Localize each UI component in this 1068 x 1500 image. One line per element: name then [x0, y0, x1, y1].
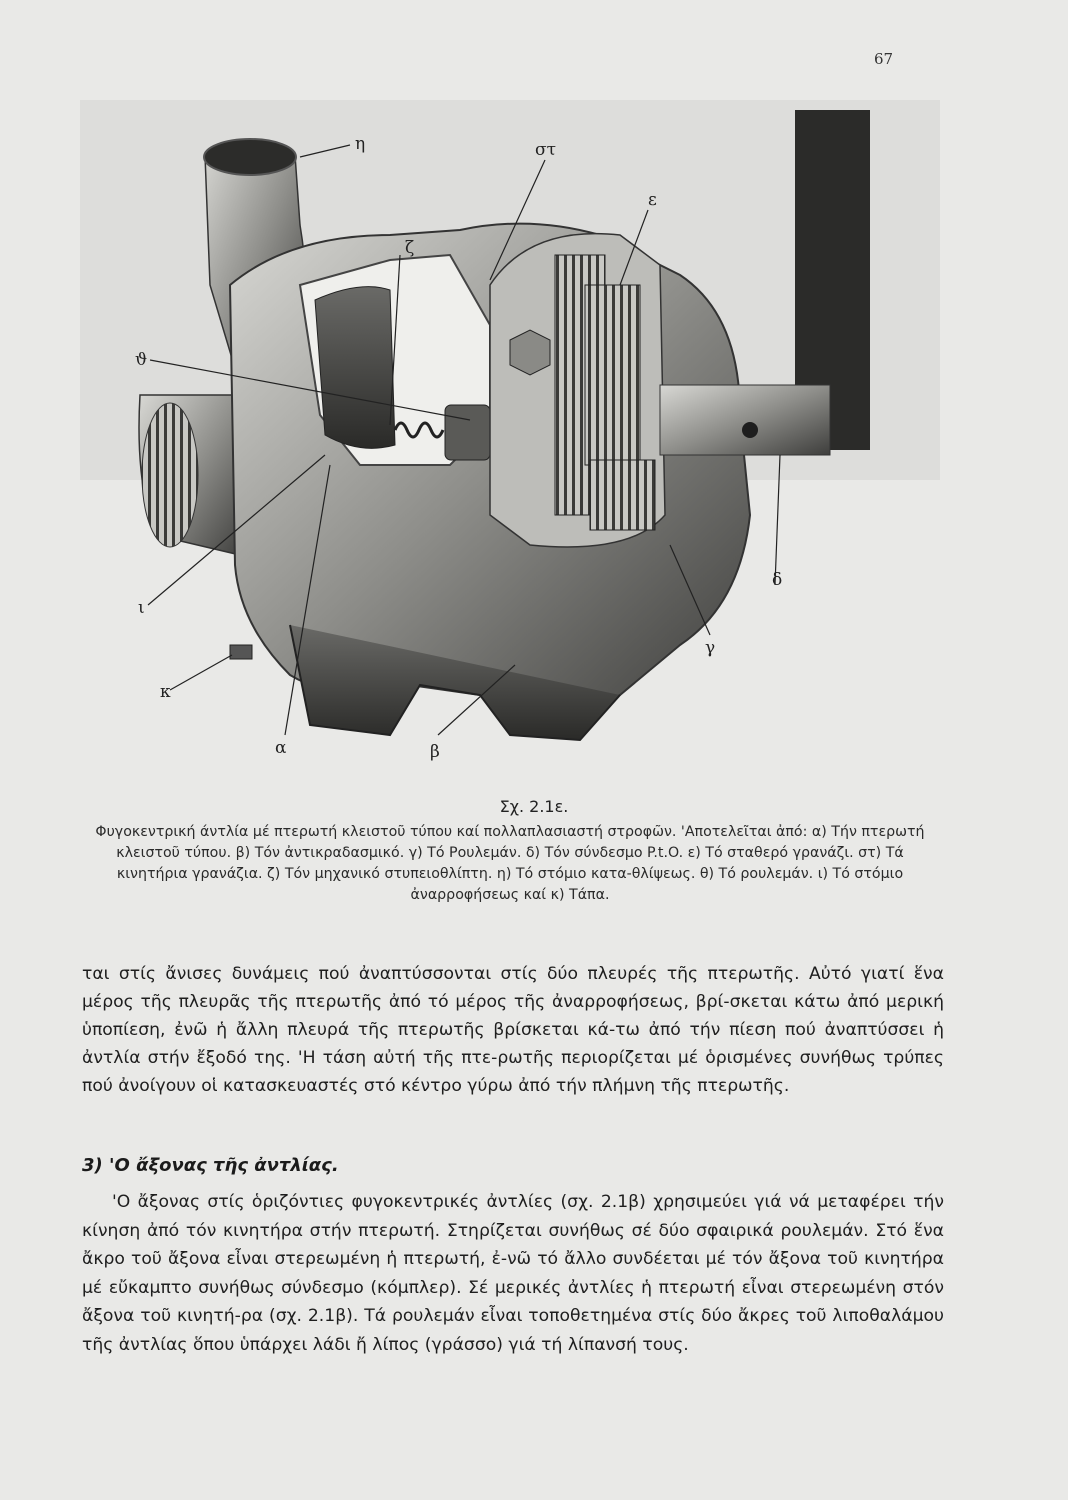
label-gamma: γ — [705, 638, 716, 658]
planet-gear — [590, 460, 655, 530]
discharge-opening — [204, 139, 296, 175]
label-alpha: α — [275, 738, 287, 758]
drain-plug — [230, 645, 252, 659]
label-iota: ι — [138, 598, 145, 618]
label-epsilon: ε — [648, 190, 657, 210]
figure-caption: Φυγοκεντρική άντλία μέ πτερωτή κλειστοῦ τύπου καί πολλαπλασιαστή στροφῶν. 'Αποτελεῖται ἀπό: α) Τήν πτερωτή κλειστοῦ τύπου. β) Τόν ἀντικραδασμικό. γ) Τό Ρουλεμάν. δ) Τόν σύνδεσμο P.t.O. ε) Τό σταθερό γρανάζι. στ) Τά κινητήρια γρανάζια. ζ) Τόν μηχανικό στυπειοθλίπτη. η) Τό στόμιο κατα-θλίψεως. θ) Τό ρουλεμάν. ι) Τό στόμιο ἀναρροφήσεως καί κ) Τάπα. — [95, 824, 925, 903]
suction-opening — [142, 403, 198, 547]
page-number: 67 — [874, 50, 894, 68]
shaft-key — [742, 422, 758, 438]
pump-cutaway-figure — [60, 85, 960, 785]
body-paragraph-2 — [82, 1188, 944, 1359]
section-heading: 3) 'Ο ἄξονας τῆς ἀντλίας. — [82, 1155, 339, 1176]
shaft-nut — [510, 330, 550, 375]
label-zeta: ζ — [405, 238, 415, 258]
drive-gear — [585, 285, 640, 465]
paragraph-2-text: 'Ο ἄξονας στίς ὁριζόντιες φυγοκεντρικές ἀντλίες (σχ. 2.1β) χρησιμεύει γιά νά μεταφέρει τήν κίνηση ἀπό τόν κινητήρα στήν πτερωτή. Στηρίζεται συνήθως σέ δύο σφαιρικά ρουλεμάν. Στό ἕνα ἄκρο τοῦ ἄξονα εἶναι στερεωμένη ἡ πτερωτή, ἐ-νῶ τό ἄλλο συνδέεται μέ τόν ἄξονα τοῦ κινητήρα μέ εὔκαμπτο συνήθως σύνδεσμο (κόμπλερ). Σέ μερικές ἀντλίες ἡ πτερωτή εἶναι στερεωμένη στόν ἄξονα τοῦ κινητή-ρα (σχ. 2.1β). Τά ρουλεμάν εἶναι τοποθετημένα στίς δύο ἄκρες τοῦ λιποθαλάμου τῆς ἀντλίας ὅπου ὑπάρχει λάδι ἤ λίπος (γράσσο) γιά τή λίπανσή τους. — [82, 1192, 944, 1355]
bearing — [445, 405, 490, 460]
impeller — [315, 287, 395, 449]
label-theta: ϑ — [135, 350, 148, 370]
pump-illustration — [60, 85, 960, 785]
paragraph-1-text: ται στίς ἄνισες δυνάμεις πού ἀναπτύσσονται στίς δύο πλευρές τῆς πτερωτῆς. Αὐτό γιατί ἕνα μέρος τῆς πλευρᾶς τῆς πτερωτῆς ἀπό τό μέρος τῆς ἀναρροφήσεως, βρί-σκεται κάτω ἀπό μερική ὑποπίεση, ἐνῶ ἡ ἄλλη πλευρά τῆς πτερωτῆς βρίσκεται κά-τω ἀπό τήν πίεση πού ἀναπτύσσει ἡ ἀντλία στήν ἔξοδό της. 'Η τάση αὐτή τῆς πτε-ρωτῆς περιορίζεται μέ ὁρισμένες συνήθως τρύπες πού ἀνοίγουν οἱ κατασκευαστές στό κέντρο γύρω ἀπό τήν πλήμνη τῆς πτερωτῆς. — [82, 964, 944, 1096]
label-beta: β — [430, 742, 440, 762]
body-paragraph-1 — [82, 960, 944, 1100]
label-kappa: κ — [160, 682, 171, 702]
label-st: στ — [535, 140, 557, 160]
figure-title: Σχ. 2.1ε. — [499, 797, 569, 816]
output-shaft — [660, 385, 830, 455]
label-eta: η — [355, 134, 366, 154]
label-delta: δ — [772, 570, 783, 590]
